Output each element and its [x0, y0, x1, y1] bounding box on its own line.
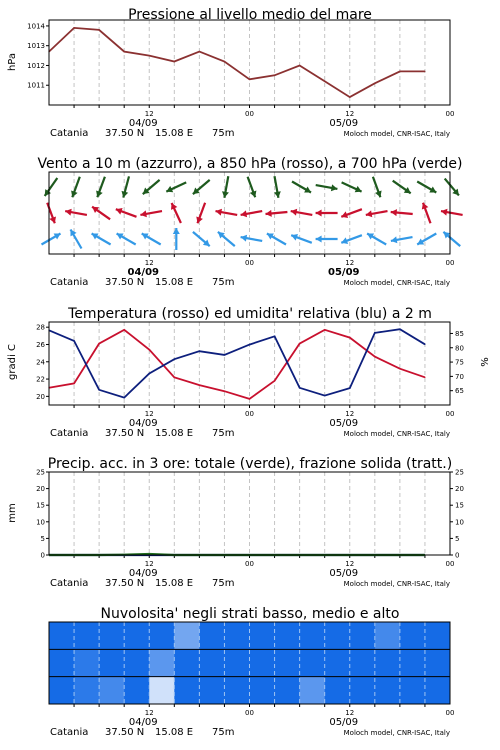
- y-tick-label: 20: [36, 392, 45, 401]
- x-tick-label: 00: [445, 709, 455, 717]
- location-altitude: 75m: [212, 428, 235, 439]
- x-tick-label: 00: [445, 410, 455, 418]
- date-label: 04/09: [128, 418, 158, 429]
- temperature-line-point: [424, 377, 425, 378]
- location-lon: 15.08 E: [155, 277, 194, 288]
- x-tick-label: 12: [144, 709, 154, 717]
- location-name: Catania: [50, 128, 89, 139]
- y-tick-label: 25: [36, 468, 45, 477]
- y-right-tick-label: 0: [455, 551, 460, 560]
- wind-arrow: [241, 210, 263, 217]
- model-credit: Moloch model, CNR-ISAC, Italy: [343, 729, 450, 737]
- cloud-cell: [400, 622, 425, 649]
- cloud-cell: [425, 622, 450, 649]
- pressure-line-point: [299, 65, 300, 66]
- wind-arrow: [441, 209, 463, 216]
- wind-arrow: [241, 235, 263, 242]
- cloud-cell: [375, 622, 400, 649]
- location-altitude: 75m: [212, 727, 235, 738]
- x-tick-label: 00: [445, 110, 455, 118]
- location-name: Catania: [50, 277, 89, 288]
- precipitation-chart: [7, 456, 464, 589]
- y-tick-label: 28: [36, 323, 45, 332]
- cloud-cell: [49, 649, 74, 676]
- y-tick-label: 24: [36, 358, 45, 367]
- y-right-axis-label: %: [480, 357, 491, 367]
- humidity-line-point: [124, 397, 125, 398]
- chart-title: Vento a 10 m (azzurro), a 850 hPa (rosso), a 700 hPa (verde): [37, 156, 463, 172]
- location-lon: 15.08 E: [155, 727, 194, 738]
- y-tick-label: 15: [36, 501, 45, 510]
- wind-arrow: [92, 234, 111, 245]
- x-tick-label: 00: [245, 259, 254, 267]
- temperature-line-point: [174, 377, 175, 378]
- cloud-cell: [199, 677, 224, 704]
- cloud-cell: [425, 649, 450, 676]
- y-right-tick-label: 5: [455, 534, 460, 543]
- wind-arrow: [143, 180, 160, 194]
- temperature-humidity-chart: [7, 306, 491, 439]
- y-tick-label: 22: [36, 375, 45, 384]
- wind-arrow: [391, 236, 413, 243]
- cloud-cell: [300, 622, 325, 649]
- wind-arrow: [140, 210, 162, 217]
- cloud-cell: [199, 622, 224, 649]
- date-label: 05/09: [329, 717, 359, 728]
- temperature-line-point: [249, 398, 250, 399]
- cloud-cell: [325, 622, 350, 649]
- cloud-cell: [74, 677, 99, 704]
- wind-arrow: [266, 210, 288, 217]
- cloud-cell: [275, 649, 300, 676]
- wind-arrow: [366, 210, 388, 217]
- pressure-line-point: [149, 55, 150, 56]
- date-label: 05/09: [329, 118, 359, 129]
- cloud-cell: [149, 649, 174, 676]
- cloud-cell: [300, 649, 325, 676]
- wind-arrow: [417, 234, 436, 245]
- cloud-cell: [325, 649, 350, 676]
- cloud-cell: [199, 649, 224, 676]
- cloud-cell: [375, 649, 400, 676]
- wind-arrow: [342, 182, 362, 192]
- wind-arrow: [316, 236, 338, 243]
- cloud-cell: [224, 677, 249, 704]
- date-label: 04/09: [127, 267, 159, 278]
- wind-arrow: [291, 234, 312, 243]
- temperature-line-point: [149, 349, 150, 350]
- wind-arrow-head: [316, 236, 322, 243]
- cloud-cell: [350, 677, 375, 704]
- wind-arrow-head: [316, 210, 322, 217]
- wind-arrow: [96, 177, 105, 198]
- temperature-line-point: [274, 380, 275, 381]
- y-right-tick-label: 10: [455, 518, 464, 527]
- y-tick-label: 20: [36, 485, 45, 494]
- pressure-line-point: [349, 96, 350, 97]
- wind-chart: [37, 156, 462, 288]
- cloud-cover-chart: [49, 606, 454, 738]
- cloud-cell: [174, 677, 199, 704]
- cloud-cell: [325, 677, 350, 704]
- wind-arrow: [193, 232, 210, 246]
- cloud-cell: [174, 649, 199, 676]
- wind-arrow: [422, 203, 431, 224]
- x-tick-label: 12: [345, 709, 355, 717]
- model-credit: Moloch model, CNR-ISAC, Italy: [343, 430, 450, 438]
- y-axis-label: mm: [7, 503, 18, 523]
- temperature-line-point: [124, 329, 125, 330]
- wind-arrow: [71, 230, 82, 249]
- cloud-cell: [250, 649, 275, 676]
- cloud-cell: [224, 649, 249, 676]
- y-right-tick-label: 25: [455, 468, 464, 477]
- wind-arrow: [341, 209, 362, 218]
- wind-arrow: [445, 179, 459, 196]
- cloud-cell: [350, 622, 375, 649]
- pressure-line-point: [99, 29, 100, 30]
- wind-arrow: [142, 234, 161, 245]
- location-altitude: 75m: [212, 277, 235, 288]
- date-label: 05/09: [329, 568, 359, 579]
- humidity-line-point: [249, 344, 250, 345]
- location-altitude: 75m: [212, 128, 235, 139]
- cloud-cell: [250, 677, 275, 704]
- location-lon: 15.08 E: [155, 428, 194, 439]
- location-lon: 15.08 E: [155, 578, 194, 589]
- cloud-cell: [174, 622, 199, 649]
- cloud-cell: [400, 649, 425, 676]
- wind-arrow: [291, 209, 313, 216]
- date-label: 04/09: [128, 118, 158, 129]
- temperature-line-point: [349, 337, 350, 338]
- x-tick-label: 00: [445, 560, 455, 568]
- wind-arrow-head: [266, 210, 272, 217]
- model-credit: Moloch model, CNR-ISAC, Italy: [343, 279, 450, 287]
- x-tick-label: 12: [345, 410, 355, 418]
- y-right-tick-label: 65: [455, 387, 464, 396]
- x-tick-label: 12: [144, 410, 154, 418]
- wind-arrow: [196, 203, 205, 224]
- location-altitude: 75m: [212, 578, 235, 589]
- x-tick-label: 00: [445, 259, 455, 267]
- wind-arrow: [122, 176, 130, 197]
- date-label: 04/09: [128, 568, 158, 579]
- humidity-line-point: [99, 389, 100, 390]
- temperature-line-point: [299, 343, 300, 344]
- humidity-line-point: [199, 351, 200, 352]
- wind-arrow: [417, 182, 436, 193]
- temperature-line-point: [199, 385, 200, 386]
- y-tick-label: 10: [36, 518, 45, 527]
- wind-arrow: [341, 235, 362, 244]
- cloud-cell: [375, 677, 400, 704]
- cloud-cell: [124, 677, 149, 704]
- wind-arrow: [117, 234, 136, 245]
- x-tick-label: 00: [245, 410, 254, 418]
- temperature-line: [49, 330, 425, 399]
- y-right-tick-label: 80: [455, 344, 464, 353]
- location-lat: 37.50 N: [105, 727, 145, 738]
- pressure-line-point: [224, 61, 225, 62]
- wind-arrow: [116, 208, 137, 217]
- pressure-line-point: [399, 71, 400, 72]
- cloud-cell: [124, 649, 149, 676]
- humidity-line-point: [224, 354, 225, 355]
- cloud-cell: [74, 649, 99, 676]
- y-tick-label: 1013: [27, 42, 45, 51]
- cloud-cell: [224, 622, 249, 649]
- date-label: 04/09: [128, 717, 158, 728]
- temperature-line-point: [324, 329, 325, 330]
- humidity-line-point: [424, 344, 425, 345]
- wind-arrow: [218, 232, 235, 246]
- humidity-line-point: [399, 329, 400, 330]
- y-tick-label: 1011: [27, 81, 45, 90]
- humidity-line-point: [274, 336, 275, 337]
- y-tick-label: 1012: [27, 61, 45, 70]
- location-name: Catania: [50, 578, 89, 589]
- x-tick-label: 12: [144, 560, 154, 568]
- wind-arrow: [316, 210, 338, 217]
- cloud-cell: [250, 622, 275, 649]
- wind-arrow: [71, 177, 80, 198]
- wind-arrow: [292, 182, 311, 193]
- wind-arrow: [443, 232, 460, 246]
- temperature-line-point: [399, 368, 400, 369]
- y-right-tick-label: 20: [455, 485, 464, 494]
- wind-arrow: [193, 180, 210, 194]
- location-name: Catania: [50, 428, 89, 439]
- wind-arrow: [316, 184, 338, 191]
- location-name: Catania: [50, 727, 89, 738]
- wind-arrow: [92, 207, 110, 220]
- wind-arrow: [171, 203, 181, 223]
- cloud-cell: [149, 622, 174, 649]
- cloud-cell: [49, 622, 74, 649]
- wind-arrow: [248, 177, 257, 198]
- humidity-line-point: [149, 373, 150, 374]
- humidity-line-point: [324, 395, 325, 396]
- pressure-line-point: [124, 51, 125, 52]
- wind-arrow: [373, 177, 382, 198]
- pressure-line-point: [73, 27, 74, 28]
- wind-arrow-head: [391, 209, 397, 216]
- pressure-line: [49, 28, 425, 97]
- model-credit: Moloch model, CNR-ISAC, Italy: [343, 580, 450, 588]
- location-lat: 37.50 N: [105, 128, 145, 139]
- y-right-tick-label: 70: [455, 372, 464, 381]
- total-precip-line-point: [149, 553, 150, 554]
- cloud-cell: [74, 622, 99, 649]
- chart-title: Nuvolosita' negli strati basso, medio e alto: [100, 606, 400, 622]
- cloud-cell: [49, 677, 74, 704]
- date-label: 05/09: [329, 418, 359, 429]
- chart-title: Pressione al livello medio del mare: [128, 7, 372, 23]
- cloud-cell: [350, 649, 375, 676]
- cloud-cell: [425, 677, 450, 704]
- wind-arrow: [391, 209, 413, 216]
- x-tick-label: 00: [245, 709, 254, 717]
- wind-arrow: [393, 181, 411, 194]
- location-lat: 37.50 N: [105, 578, 145, 589]
- y-right-tick-label: 85: [455, 329, 464, 338]
- temperature-line-point: [99, 343, 100, 344]
- pressure-line-point: [174, 61, 175, 62]
- pressure-line-point: [249, 79, 250, 80]
- temperature-line-point: [73, 383, 74, 384]
- y-tick-label: 1014: [27, 22, 45, 31]
- wind-arrow: [45, 178, 58, 196]
- temperature-line-point: [224, 391, 225, 392]
- y-axis-label: hPa: [7, 52, 18, 72]
- cloud-cell: [275, 622, 300, 649]
- cloud-cell: [400, 677, 425, 704]
- pressure-line-point: [199, 51, 200, 52]
- y-tick-label: 26: [36, 340, 45, 349]
- x-tick-label: 00: [245, 560, 254, 568]
- pressure-line-point: [374, 83, 375, 84]
- x-tick-label: 12: [144, 110, 154, 118]
- pressure-line-point: [424, 71, 425, 72]
- humidity-line-point: [374, 332, 375, 333]
- cloud-cell: [149, 677, 174, 704]
- pressure-chart: [7, 7, 454, 139]
- wind-arrow: [222, 176, 229, 198]
- x-tick-label: 12: [345, 110, 355, 118]
- humidity-line-point: [349, 388, 350, 389]
- x-tick-label: 00: [245, 110, 254, 118]
- x-tick-label: 12: [345, 560, 355, 568]
- location-lon: 15.08 E: [155, 128, 194, 139]
- location-lat: 37.50 N: [105, 277, 145, 288]
- y-right-tick-label: 75: [455, 358, 464, 367]
- wind-arrow: [65, 209, 87, 216]
- cloud-cell: [99, 649, 124, 676]
- chart-title: Precip. acc. in 3 ore: totale (verde), frazione solida (tratt.): [47, 456, 453, 472]
- pressure-line-point: [324, 81, 325, 82]
- x-tick-label: 12: [345, 259, 355, 267]
- cloud-cell: [300, 677, 325, 704]
- y-right-tick-label: 15: [455, 501, 464, 510]
- wind-arrow: [42, 234, 61, 245]
- y-tick-label: 0: [40, 551, 45, 560]
- temperature-line-point: [374, 356, 375, 357]
- chart-title: Temperatura (rosso) ed umidita' relativa (blu) a 2 m: [68, 306, 432, 322]
- wind-arrow: [166, 182, 186, 192]
- wind-arrow: [216, 209, 238, 216]
- location-lat: 37.50 N: [105, 428, 145, 439]
- cloud-cell: [124, 622, 149, 649]
- y-axis-label: gradi C: [7, 344, 18, 380]
- x-tick-label: 12: [144, 259, 154, 267]
- humidity-line-point: [73, 340, 74, 341]
- wind-arrow: [367, 234, 386, 245]
- cloud-cell: [99, 622, 124, 649]
- pressure-line-point: [274, 75, 275, 76]
- cloud-cell: [99, 677, 124, 704]
- cloud-cell: [275, 677, 300, 704]
- date-label: 05/09: [328, 267, 360, 278]
- wind-arrow: [267, 234, 286, 245]
- y-tick-label: 5: [40, 534, 45, 543]
- humidity-line-point: [299, 387, 300, 388]
- model-credit: Moloch model, CNR-ISAC, Italy: [343, 130, 450, 138]
- humidity-line-point: [174, 359, 175, 360]
